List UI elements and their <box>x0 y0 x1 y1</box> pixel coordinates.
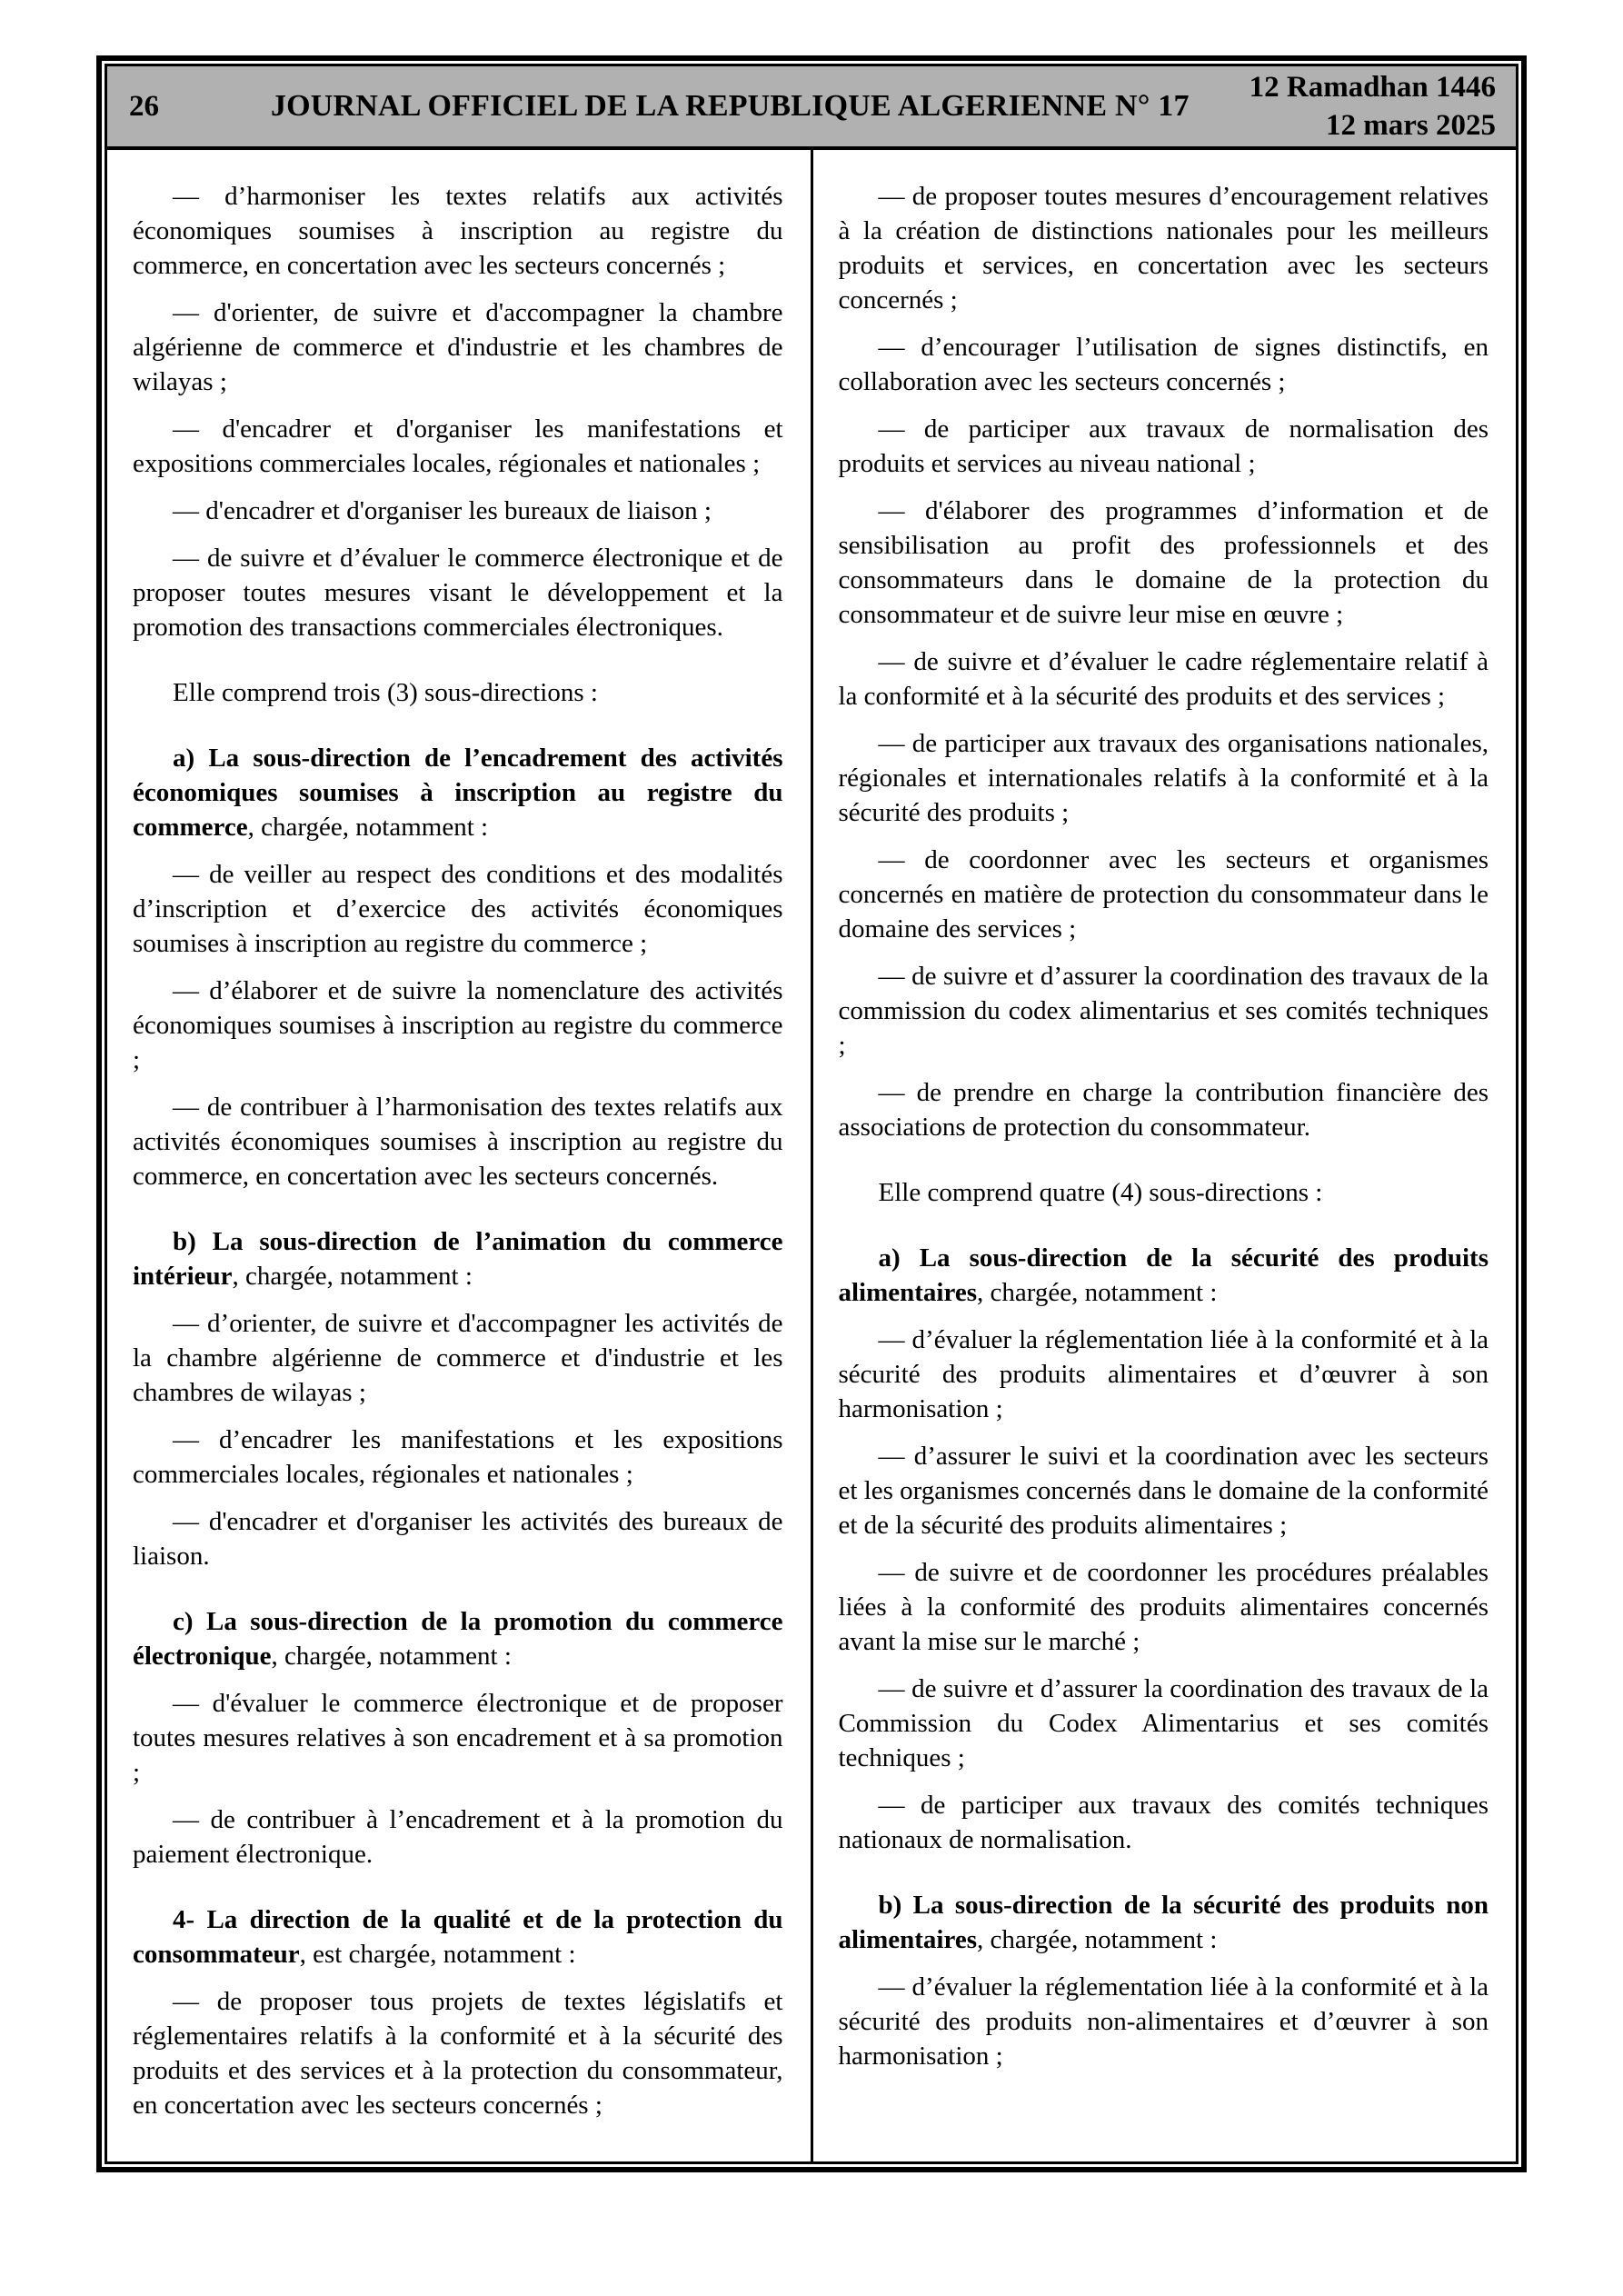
subsection-heading <box>133 1902 783 1972</box>
list-item <box>839 644 1489 714</box>
list-item <box>839 1555 1489 1659</box>
content-columns <box>107 150 1516 2161</box>
list-item <box>133 1423 783 1492</box>
list-item <box>839 726 1489 830</box>
list-item <box>133 1306 783 1410</box>
paragraph-text: — d’encourager l’utilisation de signes distinctifs, en collaboration avec les secteurs concernés ; <box>838 333 1489 396</box>
list-item <box>133 541 783 644</box>
list-item <box>839 1970 1489 2073</box>
subsection-heading <box>839 1888 1489 1957</box>
list-item <box>133 1090 783 1193</box>
page-number: 26 <box>129 89 159 123</box>
paragraph-text: — de veiller au respect des conditions et des modalités d’inscription et d’exercice des activités économiques soumises à inscription au registre du commerce ; <box>133 860 783 958</box>
list-item <box>839 1323 1489 1426</box>
list-item <box>839 412 1489 481</box>
list-item <box>133 1504 783 1573</box>
column-left <box>107 150 811 2161</box>
paragraph-text: — de participer aux travaux des organisations nationales, régionales et internationales relatifs à la conformité et à la sécurité des produits ; <box>838 729 1489 827</box>
paragraph-text: , chargée, notamment : <box>247 813 489 842</box>
paragraph-text: — d’orienter, de suivre et d'accompagner les activités de la chambre algérienne de commerce et d'industrie et les chambres de wilayas ; <box>133 1309 783 1407</box>
intro-line <box>133 675 783 710</box>
paragraph-text: — d'évaluer le commerce électronique et de proposer toutes mesures relatives à son encadrement et à sa promotion ; <box>133 1689 783 1787</box>
list-item <box>839 179 1489 317</box>
paragraph-text: — de contribuer à l’harmonisation des textes relatifs aux activités économiques soumises à inscription au registre du commerce, en concertation avec les secteurs concernés. <box>133 1093 783 1191</box>
date-hijri: 12 Ramadhan 1446 <box>1249 71 1496 104</box>
paragraph-text: — d’harmoniser les textes relatifs aux activités économiques soumises à inscription au registre du commerce, en concertation avec les secteurs concernés ; <box>133 182 783 280</box>
heading-bold-text: 4- La direction de la qualité et de la protection du consommateur <box>133 1905 783 1969</box>
paragraph-text: — de participer aux travaux des comités techniques nationaux de normalisation. <box>838 1791 1489 1854</box>
journal-title: JOURNAL OFFICIEL DE LA REPUBLIQUE ALGERIENNE N° 17 <box>270 89 1190 123</box>
paragraph-text: — d'encadrer et d'organiser les bureaux de liaison ; <box>173 496 712 525</box>
page-frame <box>96 55 1527 2172</box>
list-item <box>839 843 1489 946</box>
heading-bold-text: a) La sous-direction de la sécurité des produits alimentaires <box>838 1243 1489 1307</box>
list-item <box>133 179 783 283</box>
paragraph-text: — d’assurer le suivi et la coordination avec les secteurs et les organismes concernés dans le domaine de la conformité et de la sécurité des produits alimentaires ; <box>838 1442 1489 1540</box>
subsection-heading <box>133 1224 783 1293</box>
list-item <box>133 973 783 1077</box>
list-item <box>839 1439 1489 1542</box>
paragraph-text: — d’élaborer et de suivre la nomenclature des activités économiques soumises à inscription au registre du commerce ; <box>133 976 783 1074</box>
subsection-heading <box>133 741 783 844</box>
paragraph-text: — de participer aux travaux de normalisation des produits et services au niveau national ; <box>838 414 1489 478</box>
list-item <box>133 412 783 481</box>
paragraph-text: — de suivre et d’évaluer le commerce électronique et de proposer toutes mesures visant le développement et la promotion des transactions commerciales électroniques. <box>133 544 783 642</box>
heading-bold-text: c) La sous-direction de la promotion du commerce électronique <box>133 1607 783 1671</box>
paragraph-text: — d’évaluer la réglementation liée à la conformité et à la sécurité des produits non-alimentaires et d’œuvrer à son harmonisation ; <box>838 1972 1489 2071</box>
paragraph-text: Elle comprend quatre (4) sous-directions : <box>878 1178 1323 1207</box>
paragraph-text: — d'encadrer et d'organiser les activités des bureaux de liaison. <box>133 1507 783 1571</box>
list-item <box>133 857 783 961</box>
paragraph-text: — de suivre et d’évaluer le cadre réglementaire relatif à la conformité et à la sécurité des produits et des services ; <box>838 647 1489 711</box>
heading-bold-text: a) La sous-direction de l’encadrement des activités économiques soumises à inscription au registre du commerce <box>133 744 783 842</box>
paragraph-text: , chargée, notamment : <box>232 1262 473 1291</box>
paragraph-text: , est chargée, notamment : <box>299 1940 576 1969</box>
list-item <box>133 295 783 399</box>
list-item <box>839 1788 1489 1857</box>
paragraph-text: — de coordonner avec les secteurs et organismes concernés en matière de protection du consommateur dans le domaine des services ; <box>838 845 1489 943</box>
intro-line <box>839 1175 1489 1210</box>
heading-bold-text: b) La sous-direction de l’animation du commerce intérieur <box>133 1227 783 1291</box>
header-band <box>107 66 1516 150</box>
paragraph-text: — de proposer tous projets de textes législatifs et réglementaires relatifs à la conformité et à la sécurité des produits et des services et à la protection du consommateur, en concertation avec les secteurs concernés ; <box>133 1987 783 2120</box>
heading-bold-text: b) La sous-direction de la sécurité des produits non alimentaires <box>838 1891 1489 1954</box>
paragraph-text: , chargée, notamment : <box>977 1925 1218 1954</box>
paragraph-text: — de proposer toutes mesures d’encouragement relatives à la création de distinctions nationales pour les meilleurs produits et services, en concertation avec les secteurs concernés ; <box>838 182 1489 314</box>
paragraph-text: — de prendre en charge la contribution financière des associations de protection du consommateur. <box>838 1078 1489 1142</box>
paragraph-text: — de contribuer à l’encadrement et à la promotion du paiement électronique. <box>133 1805 783 1869</box>
list-item <box>839 330 1489 399</box>
subsection-heading <box>133 1604 783 1673</box>
date-gregorian: 12 mars 2025 <box>1326 109 1496 142</box>
paragraph-text: , chargée, notamment : <box>977 1278 1218 1307</box>
subsection-heading <box>839 1241 1489 1310</box>
paragraph-text: — de suivre et de coordonner les procédures préalables liées à la conformité des produits alimentaires concernés avant la mise sur le marché ; <box>838 1558 1489 1656</box>
list-item <box>133 1984 783 2122</box>
list-item <box>133 1802 783 1872</box>
list-item <box>133 1686 783 1790</box>
paragraph-text: — de suivre et d’assurer la coordination des travaux de la Commission du Codex Alimentarius et ses comités techniques ; <box>838 1674 1489 1772</box>
list-item <box>839 494 1489 632</box>
paragraph-text: — d'orienter, de suivre et d'accompagner la chambre algérienne de commerce et d'industrie et les chambres de wilayas ; <box>133 298 783 396</box>
paragraph-text: , chargée, notamment : <box>271 1642 512 1671</box>
list-item <box>839 1075 1489 1144</box>
paragraph-text: — de suivre et d’assurer la coordination des travaux de la commission du codex alimentarius et ses comités techniques ; <box>838 962 1489 1060</box>
paragraph-text: — d'encadrer et d'organiser les manifestations et expositions commerciales locales, régionales et nationales ; <box>133 414 783 478</box>
list-item <box>133 494 783 528</box>
paragraph-text: — d’encadrer les manifestations et les expositions commerciales locales, régionales et nationales ; <box>133 1425 783 1489</box>
paragraph-text: — d’évaluer la réglementation liée à la conformité et à la sécurité des produits alimentaires et d’œuvrer à son harmonisation ; <box>838 1325 1489 1423</box>
paragraph-text: — d'élaborer des programmes d’information et de sensibilisation au profit des professionnels et des consommateurs dans le domaine de la protection du consommateur et de suivre leur mise en œuvre ; <box>838 496 1489 629</box>
list-item <box>839 959 1489 1063</box>
column-right <box>813 150 1517 2161</box>
issue-dates <box>1250 68 1496 145</box>
page-frame-inner <box>105 64 1518 2164</box>
list-item <box>839 1672 1489 1775</box>
paragraph-text: Elle comprend trois (3) sous-directions : <box>173 678 598 707</box>
